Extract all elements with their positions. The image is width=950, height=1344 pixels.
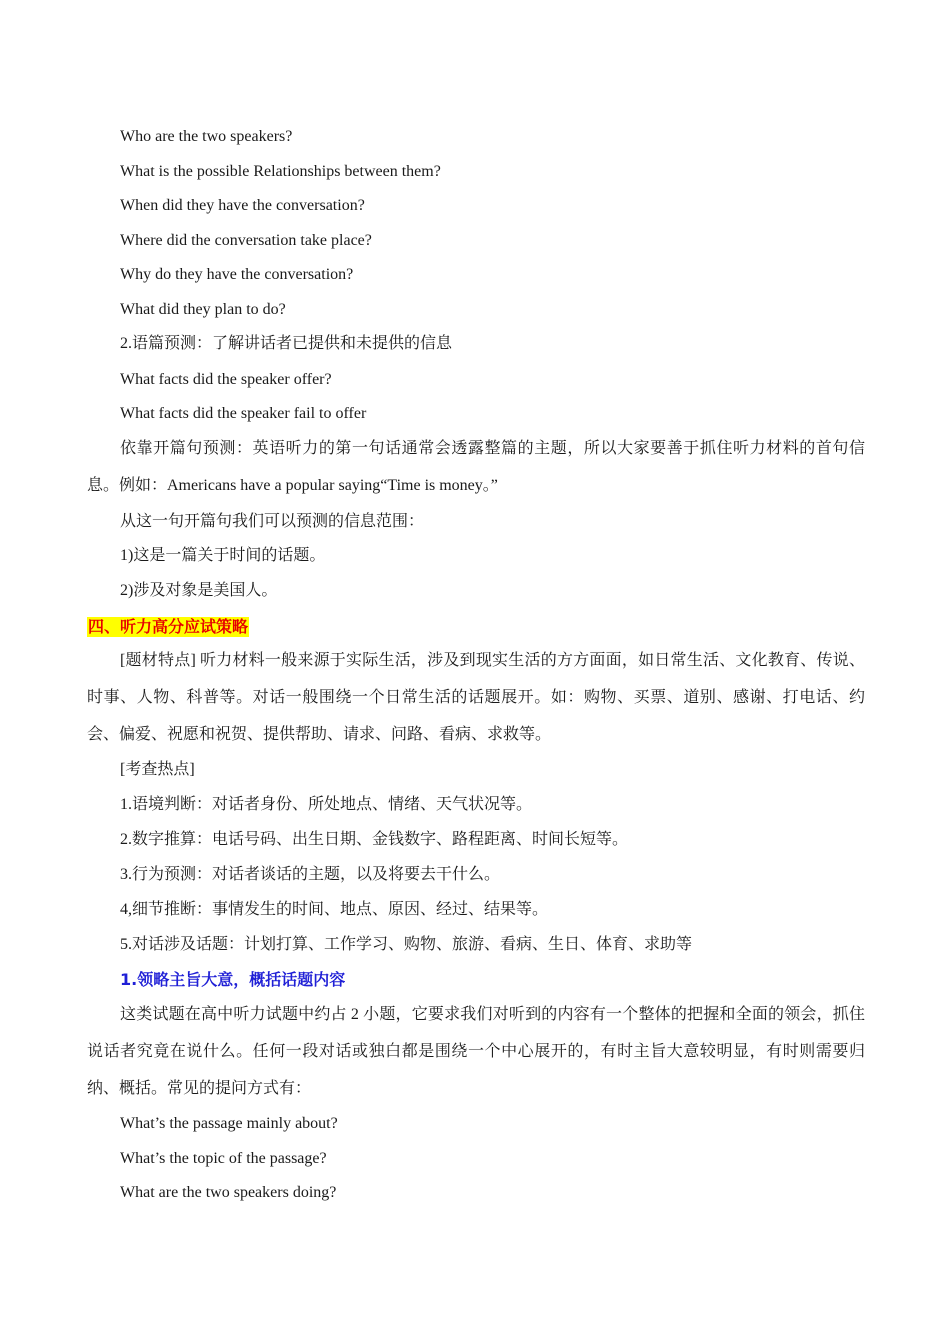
question-line: What’s the topic of the passage? [120,1150,327,1167]
hotspots-label: [考查热点] [120,761,195,778]
question-line: What’s the passage mainly about? [120,1115,338,1132]
material-features-paragraph: [题材特点] 听力材料一般来源于实际生活，涉及到现实生活的方方面面，如日常生活、文化教育、传说、时事、人物、科普等。对话一般围绕一个日常生活的话题展开。如：购物、买票、道别、感谢、打电话、约会、偏爱、祝愿和祝贺、提供帮助、请求、问路、看病、求救等。 [87,652,865,743]
question-line: Where did the conversation take place? [120,232,372,249]
subheading: 1.领略主旨大意，概括话题内容 [120,970,346,989]
hotspot-item: 3.行为预测：对话者谈话的主题，以及将要去干什么。 [120,866,501,883]
question-line: What is the possible Relationships between them? [120,163,441,180]
main-idea-paragraph: 这类试题在高中听力试题中约占 2 小题，它要求我们对听到的内容有一个整体的把握和全面的领会，抓住说话者究竟在说什么。任何一段对话或独白都是围绕一个中心展开的，有时主旨大意较明显，有时则需要归纳、概括。常见的提问方式有： [87,1006,865,1097]
question-line: What did they plan to do? [120,301,286,318]
section-heading: 四、听力高分应试策略 [88,617,249,636]
range-item: 1)这是一篇关于时间的话题。 [120,547,326,564]
opening-sentence-paragraph: 依靠开篇句预测：英语听力的第一句话通常会透露整篇的主题，所以大家要善于抓住听力材料的首句信息。例如：Americans have a popular saying“Time is money。” [87,440,865,494]
question-line: Who are the two speakers? [120,128,293,145]
question-line: What facts did the speaker offer? [120,371,332,388]
question-line: Why do they have the conversation? [120,266,354,283]
hotspot-item: 1.语境判断：对话者身份、所处地点、情绪、天气状况等。 [120,796,533,813]
hotspot-item: 4,细节推断：事情发生的时间、地点、原因、经过、结果等。 [120,901,549,918]
hotspot-item: 5.对话涉及话题：计划打算、工作学习、购物、旅游、看病、生日、体育、求助等 [120,936,693,953]
question-line: What facts did the speaker fail to offer [120,405,367,422]
question-line: When did they have the conversation? [120,197,365,214]
question-line: What are the two speakers doing? [120,1184,337,1201]
hotspot-item: 2.数字推算：电话号码、出生日期、金钱数字、路程距离、时间长短等。 [120,831,629,848]
range-intro-line: 从这一句开篇句我们可以预测的信息范围： [120,513,425,530]
range-item: 2)涉及对象是美国人。 [120,582,278,599]
discourse-prediction-line: 2.语篇预测：了解讲话者已提供和未提供的信息 [120,335,453,352]
